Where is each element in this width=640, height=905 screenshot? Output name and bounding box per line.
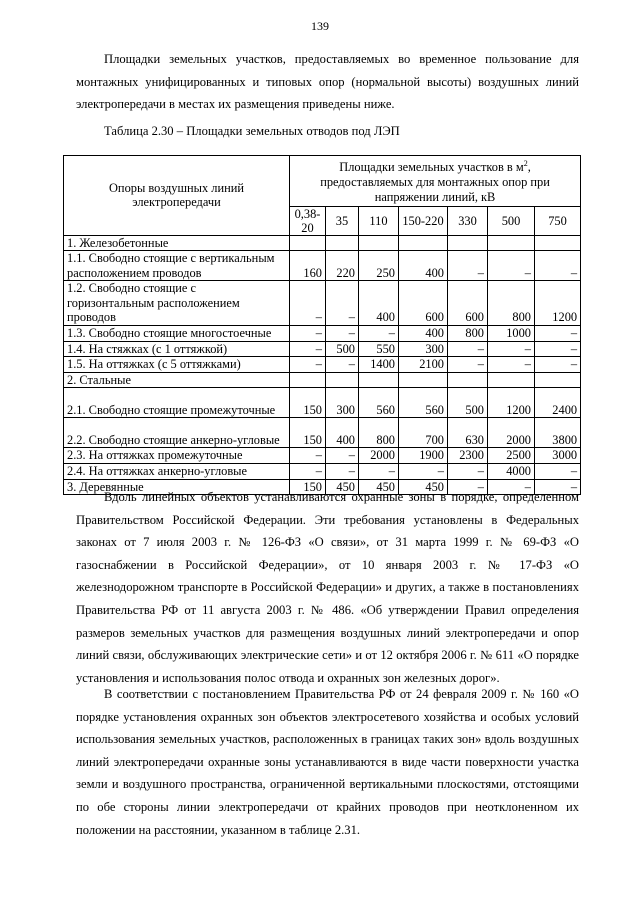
value-cell: – [359, 326, 399, 342]
value-cell: 700 [399, 418, 448, 448]
value-cell: 400 [399, 251, 448, 281]
value-cell [448, 235, 488, 251]
row-label-cell: 2. Стальные [64, 372, 290, 388]
value-cell: – [326, 281, 359, 326]
value-cell [488, 372, 535, 388]
value-cell: – [326, 448, 359, 464]
value-cell [326, 372, 359, 388]
value-cell: – [290, 281, 326, 326]
page-number: 139 [311, 19, 329, 33]
protection-zones-paragraph: Вдоль линейных объектов устанавливаются охранные зоны в порядке, определенном Правительством Российской Федерации. Эти требования установлены в Федеральных законах от 7 июля 2003 г. № 126-ФЗ «О связи», от 31 марта 1999 г. № 69-ФЗ «О газоснабжении в Российской Федерации», от 10 января 2003 г. № 17-ФЗ «О железнодорожном транспорте в Российской Федерации» и других, а также в постановлениях Правительства РФ от 11 августа 2003 г. № 486. «Об утверждении Правил определения размеров земельных участков для размещения воздушных линий электропередачи и опор линий связи, обслуживающих электрические сети» и от 12 октября 2006 г. № 611 «О порядке установления и использования полос отвода и охранных зон железных дорог». [76, 490, 579, 685]
value-cell: 450 [326, 479, 359, 495]
value-cell: 2100 [399, 357, 448, 373]
value-cell: – [326, 357, 359, 373]
row-header-cell: Опоры воздушных линий электропередачи [64, 156, 290, 236]
voltage-header-cell: 750 [535, 206, 581, 235]
land-plots-table [63, 155, 581, 495]
table-row [64, 448, 581, 464]
value-cell [399, 235, 448, 251]
value-cell: – [290, 341, 326, 357]
value-cell: 400 [359, 281, 399, 326]
value-cell: – [448, 479, 488, 495]
value-cell: 250 [359, 251, 399, 281]
value-cell: 400 [326, 418, 359, 448]
group-header-sup: 2 [523, 159, 528, 168]
value-cell: – [290, 448, 326, 464]
table-row [64, 235, 581, 251]
value-cell: 150 [290, 479, 326, 495]
value-cell: 3000 [535, 448, 581, 464]
value-cell: 550 [359, 341, 399, 357]
value-cell [399, 372, 448, 388]
table-row [64, 388, 581, 418]
table-row [64, 251, 581, 281]
voltage-header-cell: 500 [488, 206, 535, 235]
value-cell: 500 [326, 341, 359, 357]
value-cell: 1900 [399, 448, 448, 464]
value-cell: – [326, 464, 359, 480]
group-header-text-start: Площадки земельных участков в м [339, 160, 524, 175]
value-cell [488, 235, 535, 251]
value-cell: – [399, 464, 448, 480]
value-cell: – [535, 479, 581, 495]
intro-paragraph: Площадки земельных участков, предоставляемых во временное пользование для монтажных унифицированных и типовых опор (нормальной высоты) воздушных линий электропередачи в местах их размещения приведены ниже. [76, 52, 579, 112]
table-row [64, 372, 581, 388]
row-label-cell: 1.5. На оттяжках (с 5 оттяжками) [64, 357, 290, 373]
row-label-cell: 2.1. Свободно стоящие промежуточные [64, 388, 290, 418]
value-cell [359, 235, 399, 251]
group-header-text-end: , предоставляемых для монтажных опор при напряжении линий, кВ [320, 160, 550, 204]
table-row [64, 341, 581, 357]
value-cell: 150 [290, 388, 326, 418]
value-cell: 800 [359, 418, 399, 448]
value-cell: 800 [488, 281, 535, 326]
table-header-row [64, 156, 581, 207]
value-cell: 560 [399, 388, 448, 418]
voltage-header-cell: 35 [326, 206, 359, 235]
row-label-cell: 1.1. Свободно стоящие с вертикальным расположением проводов [64, 251, 290, 281]
value-cell: 800 [448, 326, 488, 342]
value-cell: 300 [399, 341, 448, 357]
row-label-cell: 2.4. На оттяжках анкерно-угловые [64, 464, 290, 480]
value-cell: – [488, 479, 535, 495]
voltage-header-cell: 110 [359, 206, 399, 235]
value-cell: – [448, 357, 488, 373]
table-caption: Таблица 2.30 – Площадки земельных отводов под ЛЭП [104, 124, 400, 138]
value-cell: 600 [399, 281, 448, 326]
value-cell: – [290, 357, 326, 373]
value-cell: – [448, 341, 488, 357]
value-cell: 2500 [488, 448, 535, 464]
row-label-cell: 1.2. Свободно стоящие с горизонтальным расположением проводов [64, 281, 290, 326]
table-row [64, 464, 581, 480]
value-cell: 1200 [488, 388, 535, 418]
value-cell: 220 [326, 251, 359, 281]
value-cell: 2400 [535, 388, 581, 418]
row-label-cell: 2.2. Свободно стоящие анкерно-угловые [64, 418, 290, 448]
value-cell: 300 [326, 388, 359, 418]
value-cell: – [488, 357, 535, 373]
value-cell [448, 372, 488, 388]
value-cell: – [448, 251, 488, 281]
value-cell: 2300 [448, 448, 488, 464]
value-cell: 450 [359, 479, 399, 495]
value-cell: – [359, 464, 399, 480]
table-row [64, 357, 581, 373]
value-cell: – [535, 464, 581, 480]
value-cell: 1000 [488, 326, 535, 342]
value-cell: 2000 [359, 448, 399, 464]
value-cell: – [290, 326, 326, 342]
group-header-cell [290, 156, 581, 207]
regulation-paragraph: В соответствии с постановлением Правительства РФ от 24 февраля 2009 г. № 160 «О порядке установления охранных зон объектов электросетевого хозяйства и особых условий использования земельных участков, расположенных в границах таких зон» вдоль воздушных линий электропередачи охранные зоны устанавливаются в виде части поверхности участка земли и воздушного пространства, ограниченной вертикальными плоскостями, отстоящими по обе стороны линии электропередачи от крайних проводов при неотклоненном их положении на расстоянии, указанном в таблице 2.31. [76, 687, 579, 837]
value-cell: 450 [399, 479, 448, 495]
table-body [64, 235, 581, 495]
value-cell [326, 235, 359, 251]
value-cell: – [535, 251, 581, 281]
voltage-header-cell: 150-220 [399, 206, 448, 235]
value-cell: 4000 [488, 464, 535, 480]
value-cell [535, 235, 581, 251]
value-cell [290, 372, 326, 388]
value-cell: 3800 [535, 418, 581, 448]
voltage-header-cell: 330 [448, 206, 488, 235]
voltage-header-cell: 0,38-20 [290, 206, 326, 235]
row-label-cell: 1.3. Свободно стоящие многостоечные [64, 326, 290, 342]
value-cell: – [448, 464, 488, 480]
value-cell: – [535, 357, 581, 373]
value-cell: 150 [290, 418, 326, 448]
value-cell: 630 [448, 418, 488, 448]
value-cell: – [488, 251, 535, 281]
value-cell: – [535, 341, 581, 357]
value-cell: 2000 [488, 418, 535, 448]
value-cell: – [326, 326, 359, 342]
value-cell: 600 [448, 281, 488, 326]
row-label-cell: 1. Железобетонные [64, 235, 290, 251]
row-label-cell: 1.4. На стяжках (с 1 оттяжкой) [64, 341, 290, 357]
value-cell: – [488, 341, 535, 357]
value-cell [359, 372, 399, 388]
row-label-cell: 3. Деревянные [64, 479, 290, 495]
table-row [64, 326, 581, 342]
value-cell: – [535, 326, 581, 342]
value-cell: 560 [359, 388, 399, 418]
value-cell: 500 [448, 388, 488, 418]
value-cell [535, 372, 581, 388]
value-cell: – [290, 464, 326, 480]
value-cell: 1200 [535, 281, 581, 326]
value-cell: 160 [290, 251, 326, 281]
row-label-cell: 2.3. На оттяжках промежуточные [64, 448, 290, 464]
table-row [64, 418, 581, 448]
value-cell: 1400 [359, 357, 399, 373]
value-cell: 400 [399, 326, 448, 342]
value-cell [290, 235, 326, 251]
table-row [64, 281, 581, 326]
